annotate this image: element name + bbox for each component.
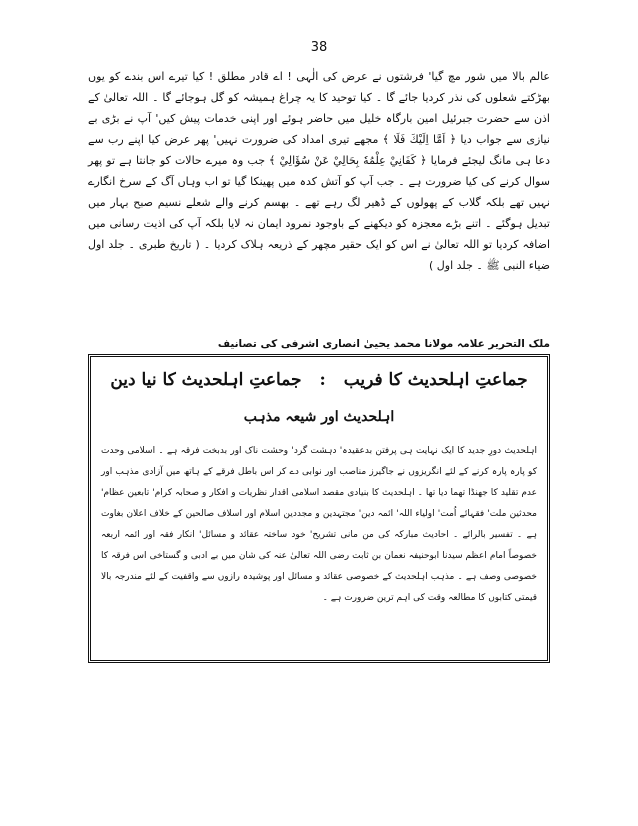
book-description-text: اہلحدیث دورِ جدید کا ایک نہایت ہی پرفتن بدعقیدہ' دہشت گرد' وحشت ناک اور بدبخت فرقہ ہے ۔ اسلامی وحدت کو پارہ پارہ کرنے کے لئے انگریزوں نے جاگیرز مناصب اور نوابی دے کر اس باطل فرقے کے ہاتھ میں آزادی مذہب اور عدم تقلید کا جھنڈا تھما دیا تھا ۔ اہلحدیث کا بنیادی مقصد اسلامی اقدار نظریات و افکار و صحابہ کرام' تابعین عظام' محدثین ملت' فقہائے اُمت' اولیاء اللہ' ائمہ دین' مجتہدین و مجددین اسلام اور اسلاف صالحین کے خلاف اعلان بغاوت ہے ۔ تفسیر بالرائے ۔ احادیث مبارکہ کی من مانی تشریح' خود ساختہ عقائد و مسائل' انکار فقہ اور ائمہ اربعہ خصوصاً امام اعظم سیدنا ابوحنیفہ نعمان بن ثابت رضی اللہ تعالیٰ عنہ کی شان میں بے ادبی و گستاخی اس فرقہ کا خصوصی وصف ہے ۔ مذہب اہلحدیث کے خصوصی عقائد و مسائل اور پوشیدہ رازوں سے واقفیت کے لئے مندرجہ بالا قیمتی کتابوں کا مطالعہ وقت کی اہم ترین ضرورت ہے ۔ [101,446,537,603]
title-separator: : [319,370,326,390]
author-attribution: ملک التحریر علامہ مولانا محمد یحییٰ انصاری اشرفی کی تصانیف [217,338,550,350]
main-text [88,66,550,276]
page-number: 38 [310,40,328,55]
book-subtitle: اہلحدیث اور شیعہ مذہب [243,409,395,425]
book-title-left: جماعتِ اہلحدیث کا نیا دین [110,370,302,390]
book-advert-box [88,354,550,663]
book-title-right: جماعتِ اہلحدیث کا فریب [343,370,528,390]
book-titles [91,369,547,390]
body-paragraph: عالم بالا میں شور مچ گیا' فرشتوں نے عرض کی الٰہی ! اے قادر مطلق ! کیا تیرے اس بندے کو یوں بھڑکتے شعلوں کی نذر کردیا جائے گا ۔ کیا توحید کا یہ چراغ ہمیشہ کو گل ہوجائے گا ۔ اللہ تعالیٰ کے اذن سے حضرت جبرئیل امین بارگاہ خلیل میں حاضر ہوئے اور اپنی خدمات پیش کیں' آپ نے بڑی بے نیازی سے جواب دیا ﴿ اَمَّا اِلَيْكَ فَلَا ﴾ مجھے تیری امداد کی ضرورت نہیں' پھر عرض کیا اپنے رب سے دعا ہی مانگ لیجئے فرمایا ﴿ كَفَانِيْ عِلْمُهٗ بِحَالِيْ عَنْ سُؤَالِيْ ﴾ جب وہ میرے حالات کو جانتا ہے تو پھر سوال کرنے کی کیا ضرورت ہے ۔ جب آپ کو آتش کدہ میں پھینکا گیا تو اب وہاں آگ کے سرخ انگارے نہیں تھے بلکہ گلاب کے پھولوں کے ڈھیر لگ رہے تھے ۔ بھسم کرنے والے شعلے نسیم صبح بہار میں تبدیل ہوگئے ۔ اتنے بڑے معجزہ کو دیکھنے کے باوجود نمرود ایمان نہ لایا بلکہ آپ کی اذیت رسانی میں اضافہ کردیا تو اللہ تعالیٰ نے اس کو ایک حقیر مچھر کے ذریعہ ہلاک کردیا ۔ ( تاریخ طبری ۔ جلد اول ضیاء النبی ﷺ ۔ جلد اول ) [88,70,550,272]
book-description [101,441,537,609]
